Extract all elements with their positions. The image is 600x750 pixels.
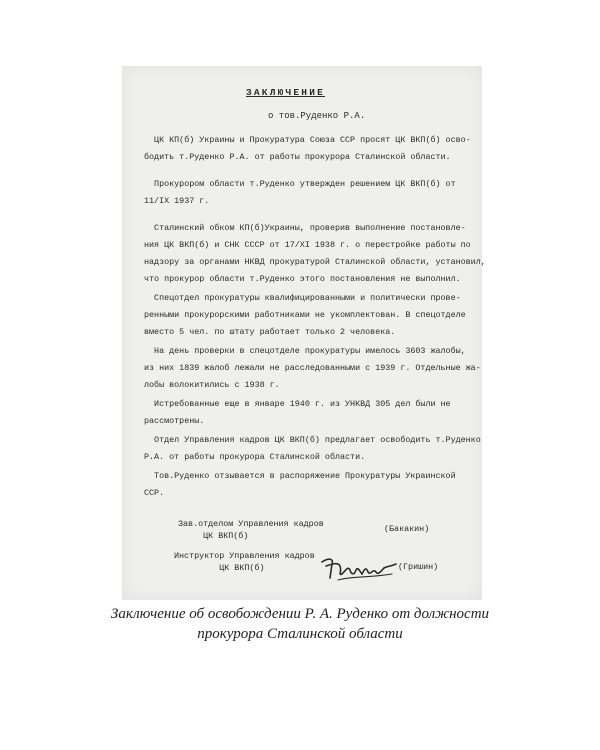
signature-name-head: (Бакакин) bbox=[384, 524, 430, 534]
figure-caption bbox=[0, 604, 600, 644]
signature-name-instructor: (Гришин) bbox=[398, 562, 439, 572]
paragraph: Истребованные еще в январе 1940 г. из УНКВД 305 дел были не рассмотрены. bbox=[144, 399, 451, 426]
caption-line: прокурора Сталинской области bbox=[197, 626, 403, 642]
document-scan bbox=[122, 66, 486, 600]
caption-line: Заключение об освобождении Р. А. Руденко от должности bbox=[110, 606, 490, 622]
document-subject: о тов.Руденко Р.А. bbox=[268, 111, 366, 121]
signature-position-head: Зав.отделом Управления кадров ЦК ВКП(б) bbox=[178, 519, 324, 541]
paragraph: Сталинский обком КП(б)Украины, проверив выполнение постановле- ния ЦК ВКП(б) и СНК СССР от 17/XI 1938 г. о перестройке работы по надзору за органами НКВД прокуратурой Сталинской области, установил, что прокурор области т.Руденко этого постановления не выполнил. bbox=[144, 223, 486, 284]
document-title: ЗАКЛЮЧЕНИЕ bbox=[246, 87, 326, 98]
paragraph: Отдел Управления кадров ЦК ВКП(б) предлагает освободить т.Руденко Р.А. от работы прокурора Сталинской области. bbox=[144, 435, 481, 462]
paragraph: Тов.Руденко отзывается в распоряжение Прокуратуры Украинской ССР. bbox=[144, 471, 456, 498]
paragraph: На день проверки в спецотделе прокуратуры имелось 3603 жалобы, из них 1839 жалоб лежали не расследованными с 1939 г. Отдельные жа- лобы волокитились с 1938 г. bbox=[144, 346, 481, 390]
signature-position-instructor: Инструктор Управления кадров ЦК ВКП(б) bbox=[174, 551, 315, 573]
handwritten-signature bbox=[318, 554, 400, 584]
paragraph: Спецотдел прокуратуры квалифицированными и политически прове- ренными прокурорскими работниками не укомплектован. В спецотделе вместо 5 чел. по штату работает только 2 человека. bbox=[144, 293, 466, 337]
paragraph: ЦК КП(б) Украины и Прокуратура Союза ССР просят ЦК ВКП(б) осво- бодить т.Руденко Р.А. от работы прокурора Сталинской области. bbox=[144, 135, 471, 162]
paragraph: Прокурором области т.Руденко утвержден решением ЦК ВКП(б) от 11/IX 1937 г. bbox=[144, 179, 456, 206]
typed-text bbox=[122, 66, 486, 600]
